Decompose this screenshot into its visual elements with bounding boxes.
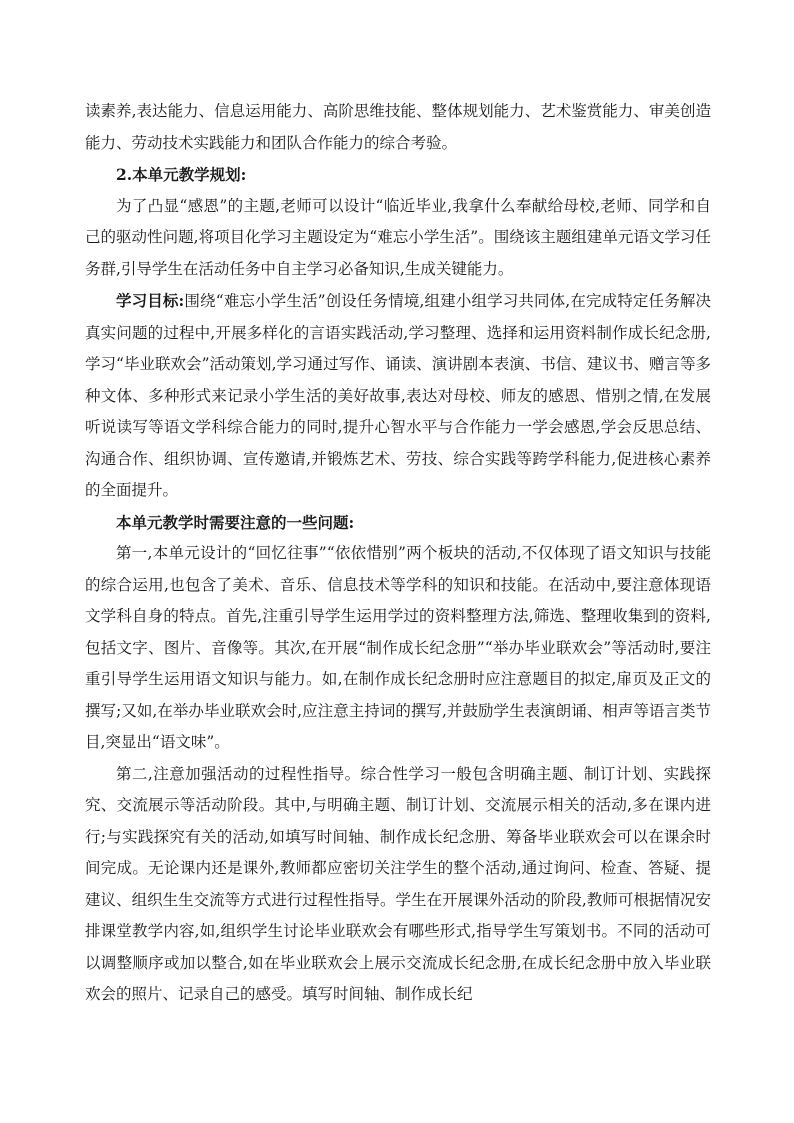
- paragraph-learning-goals: [85, 285, 711, 507]
- paragraph-first-point: 第一,本单元设计的“回忆往事”“依依惜别”两个板块的活动,不仅体现了语文知识与技能的综合运用,也包含了美术、音乐、信息技术等学科的知识和技能。在活动中,要注意体现语文学科自身的特点。首先,注重引导学生运用学过的资料整理方法,筛选、整理收集到的资料,包括文字、图片、音像等。其次,在开展“制作成长纪念册”“举办毕业联欢会”等活动时,要注重引导学生运用语文知识与能力。如,在制作成长纪念册时应注意题目的拟定,扉页及正文的撰写;又如,在举办毕业联欢会时,应注意主持词的撰写,并鼓励学生表演朗诵、相声等语言类节目,突显出“语文味”。: [85, 544, 711, 751]
- learning-goals-text: 围绕“难忘小学生活”创设任务情境,组建小组学习共同体,在完成特定任务解决真实问题的过程中,开展多样化的言语实践活动,学习整理、选择和运用资料制作成长纪念册,学习“毕业联欢会”活动策划,学习通过写作、诵读、演讲剧本表演、书信、建议书、赠言等多种文体、多种形式来记录小学生活的美好故事,表达对母校、师友的感恩、惜别之情,在发展听说读写等语文学科综合能力的同时,提升心智水平与合作能力一学会感恩,学会反思总结、沟通合作、组织协调、宣传邀请,并锻炼艺术、劳技、综合实践等跨学科能力,促进核心素养的全面提升。: [85, 292, 711, 499]
- paragraph-plan-intro: 为了凸显“感恩”的主题,老师可以设计“临近毕业,我拿什么奉献给母校,老师、同学和自己的驱动性问题,将项目化学习主题设定为“难忘小学生活”。围绕该主题组建单元语文学习任务群,引导学生在活动任务中自主学习必备知识,生成关键能力。: [85, 196, 711, 278]
- paragraph-second-point: 第二,注意加强活动的过程性指导。综合性学习一般包含明确主题、制订计划、实践探究、交流展示等活动阶段。其中,与明确主题、制订计划、交流展示相关的活动,多在课内进行;与实践探究有关的活动,如填写时间轴、制作成长纪念册、筹备毕业联欢会可以在课余时间完成。无论课内还是课外,教师都应密切关注学生的整个活动,通过询问、检查、答疑、提建议、组织生生交流等方式进行过程性指导。学生在开展课外活动的阶段,教师可根据情况安排课堂教学内容,如,组织学生讨论毕业联欢会有哪些形式,指导学生写策划书。不同的活动可以调整顺序或加以整合,如在毕业联欢会上展示交流成长纪念册,在成长纪念册中放入毕业联欢会的照片、记录自己的感受。填写时间轴、制作成长纪: [85, 764, 711, 1003]
- document-page: [85, 96, 711, 1011]
- paragraph-continuation: 读素养,表达能力、信息运用能力、高阶思维技能、整体规划能力、艺术鉴赏能力、审美创造能力、劳动技术实践能力和团队合作能力的综合考验。: [85, 102, 711, 152]
- section-heading-teaching-plan: 2.本单元教学规划:: [116, 165, 247, 184]
- section-heading-notes: 本单元教学时需要注意的一些问题:: [116, 512, 355, 532]
- learning-goals-label: 学习目标:: [116, 291, 185, 310]
